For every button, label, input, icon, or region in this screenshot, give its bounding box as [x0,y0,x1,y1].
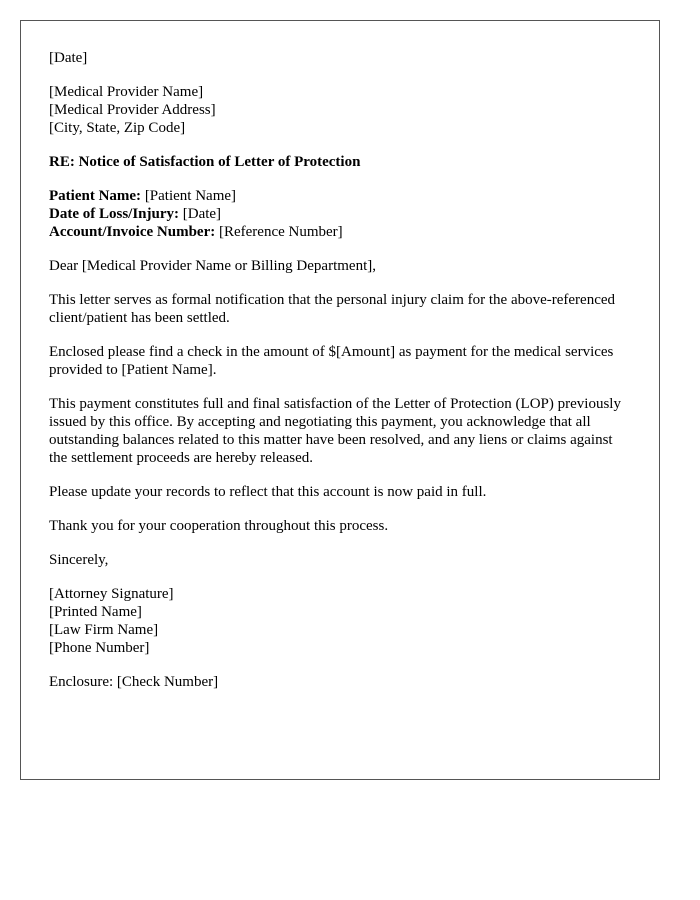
reference-details [49,187,629,241]
recipient-city: [City, State, Zip Code] [49,120,186,136]
salutation: Dear [Medical Provider Name or Billing Department], [49,258,376,274]
printed-name: [Printed Name] [49,604,142,620]
date-of-loss-row [49,205,629,223]
letter-date: [Date] [49,50,88,66]
recipient-address [49,83,629,137]
paragraph-lop-satisfaction: This payment constitutes full and final satisfaction of the Letter of Protection (LOP) previously issued by this office. By accepting and negotiating this payment, you acknowledge that all outstanding balances related to this matter have been resolved, and any liens or claims against the settlement proceeds are hereby released. [49,396,621,466]
patient-name-row [49,187,629,205]
closing: Sincerely, [49,552,109,568]
paragraph-update-records: Please update your records to reflect that this account is now paid in full. [49,484,487,500]
date-of-loss-value: [Date] [179,206,222,222]
law-firm-name: [Law Firm Name] [49,622,159,638]
recipient-name: [Medical Provider Name] [49,84,204,100]
phone-number: [Phone Number] [49,640,150,656]
recipient-street: [Medical Provider Address] [49,102,216,118]
enclosure-line: Enclosure: [Check Number] [49,674,219,690]
paragraph-thank-you: Thank you for your cooperation throughout this process. [49,518,389,534]
letter-subject: RE: Notice of Satisfaction of Letter of Protection [49,154,361,170]
letter-body [49,49,629,707]
account-number-value: [Reference Number] [215,224,343,240]
subject-line [49,153,629,171]
patient-name-value: [Patient Name] [141,188,237,204]
attorney-signature: [Attorney Signature] [49,586,174,602]
letter-page [20,20,660,780]
date-line [49,49,629,67]
paragraph-settlement-notice: This letter serves as formal notification that the personal injury claim for the above-referenced client/patient has been settled. [49,292,616,326]
date-of-loss-label: Date of Loss/Injury: [49,206,179,222]
patient-name-label: Patient Name: [49,188,142,204]
account-number-row [49,223,629,241]
account-number-label: Account/Invoice Number: [49,224,216,240]
paragraph-payment-enclosed: Enclosed please find a check in the amount of $[Amount] as payment for the medical services provided to [Patient Name]. [49,344,614,378]
signature-block [49,585,629,657]
